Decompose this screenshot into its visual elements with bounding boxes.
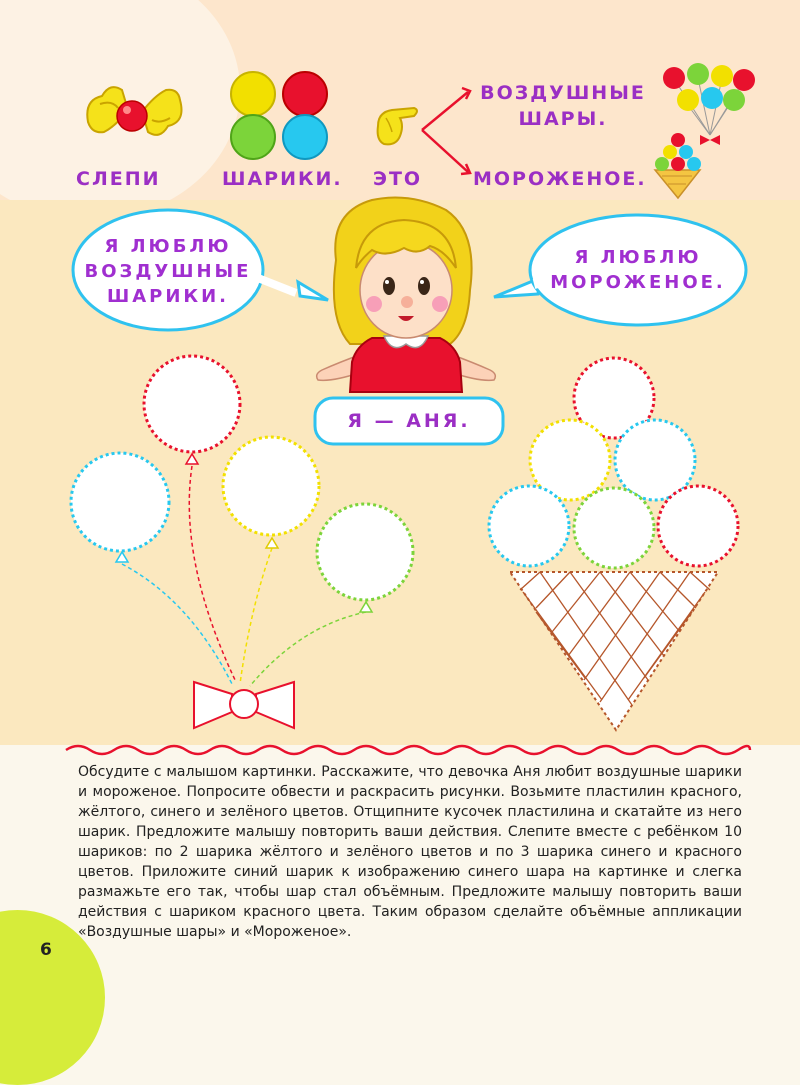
speech-left-line1: Я ЛЮБЛЮ xyxy=(104,235,232,257)
speech-bubble-left xyxy=(78,212,258,330)
option-balloons xyxy=(479,80,647,132)
option-icecream: МОРОЖЕНОЕ. xyxy=(473,168,647,190)
girl-anya-illustration xyxy=(317,198,496,392)
hands-rolling-ball-icon xyxy=(87,87,181,135)
wavy-separator xyxy=(66,746,750,754)
word-balls: ШАРИКИ. xyxy=(222,168,343,190)
option-balloons-line2: ШАРЫ. xyxy=(518,108,608,130)
balloons-icon xyxy=(663,63,755,145)
pointing-hand-icon xyxy=(378,108,417,144)
ice-cream-tracing xyxy=(489,358,738,730)
choice-arrows xyxy=(422,88,470,174)
four-balls-icon xyxy=(231,72,327,159)
instructions-text: Обсудите с малышом картинки. Расскажите, что девочка Аня любит воздушные шарики и мороженое. Попросите обвести и раскрасить рисунки. Возьмите пластилин красного, жёлтого, синего и зелёного цветов. Отщипните кусочек пластилина и скатайте из него шарик. Предложите малышу повторить ваши действия. Слепите вместе с ребёнком 10 шариков: по 2 шарика жёлтого и зелёного цветов и по 3 шарика синего и красного цветов. Приложите синий шарик к изображению синего шара на картинке и слегка размажьте его так, чтобы шар стал объёмным. Предложите малышу повторить ваши действия с шариком красного цвета. Таким образом сделайте объёмные аппликации «Воздушные шары» и «Мороженое». xyxy=(78,764,742,940)
page-number: 6 xyxy=(40,940,52,960)
word-this: ЭТО xyxy=(373,168,423,190)
speech-left-line2: ВОЗДУШНЫЕ xyxy=(84,260,252,282)
speech-bubble-right xyxy=(532,218,744,322)
word-sculpt: СЛЕПИ xyxy=(76,168,161,190)
name-tag: Я — АНЯ. xyxy=(347,409,471,432)
speech-left-line3: ШАРИКИ. xyxy=(106,285,230,307)
speech-right-line1: Я ЛЮБЛЮ xyxy=(574,247,702,268)
ice-cream-icon xyxy=(655,133,701,198)
option-balloons-line1: ВОЗДУШНЫЕ xyxy=(480,82,646,104)
speech-right-line2: МОРОЖЕНОЕ. xyxy=(550,272,726,293)
